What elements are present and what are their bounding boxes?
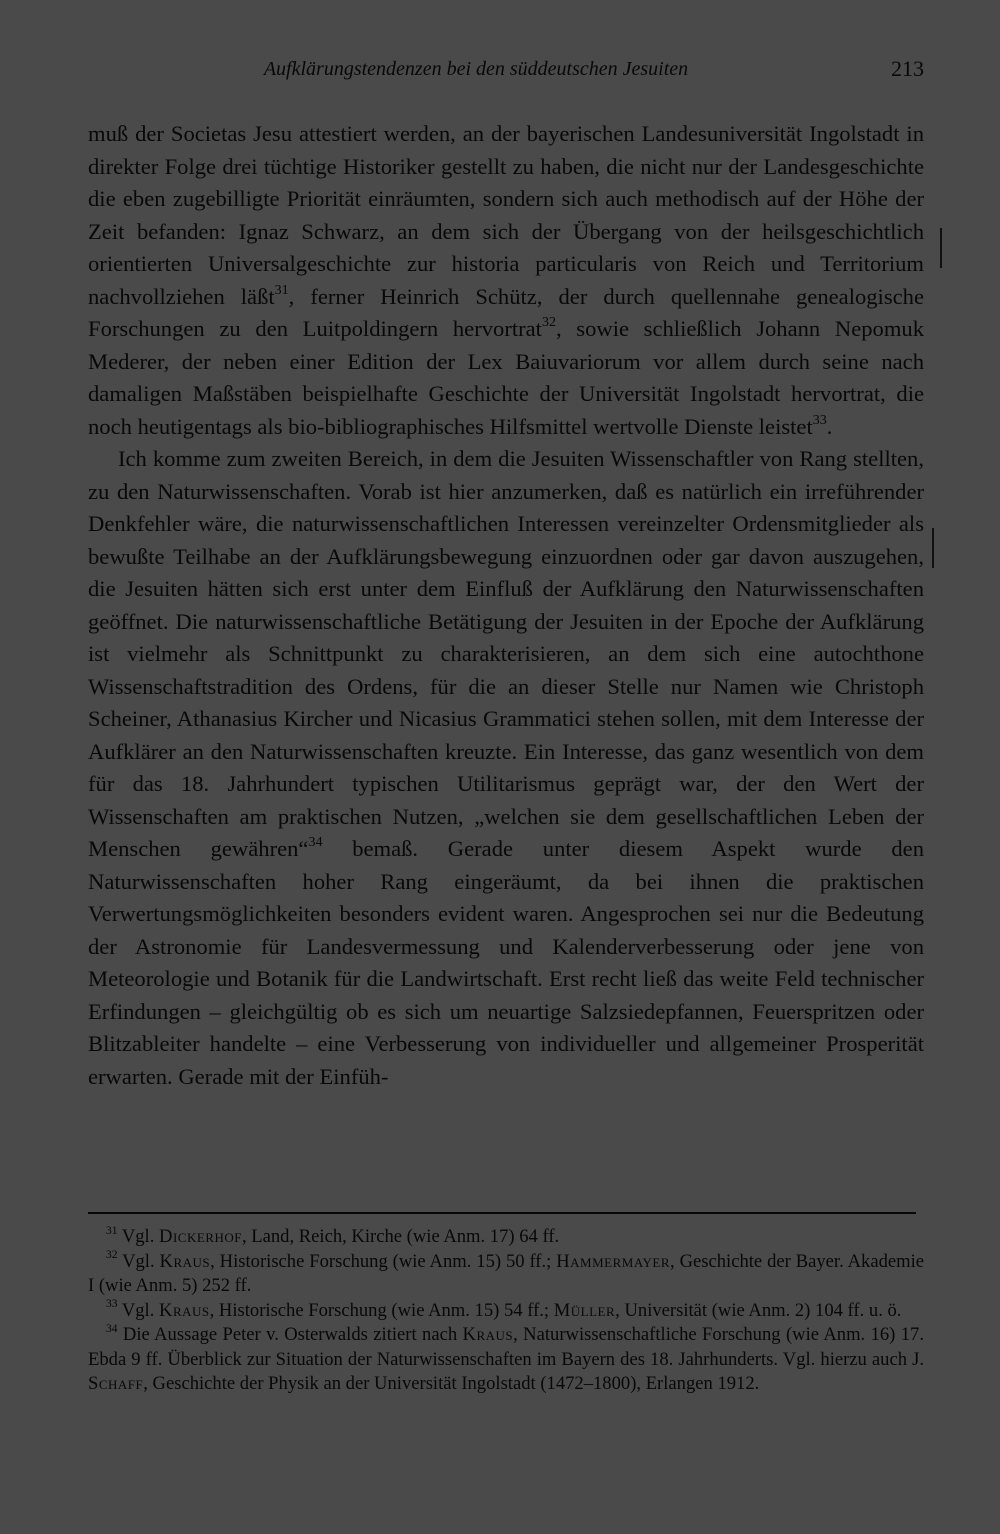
text-run: bemaß. Gerade unter diesem Aspekt wurde den Naturwissenschaften hoher Rang eingeräumt, da bei ihnen die praktischen Verwertungsmöglichkeiten besonders evident waren. Angesprochen sei nur die Bedeutung der Astronomie für Landesvermessung und Kalenderverbesserung oder jene von Meteorologie und Botanik für die Landwirtschaft. Erst recht ließ das weite Feld technischer Erfindungen – gleichgültig ob es sich um neuartige Salzsiedepfannen, Feuerspritzen oder Blitzableiter handelte – eine Verbesserung von individueller und allgemeiner Prosperität erwarten. Gerade mit der Einfüh- bbox=[88, 836, 924, 1089]
author-name: Müller bbox=[553, 1299, 616, 1321]
text-run: Ich komme zum zweiten Bereich, in dem die Jesuiten Wissenschaftler von Rang stellten, zu den Naturwissenschaften. Vorab ist hier anzumerken, daß es natürlich ein irreführender Denkfehler wäre, die naturwissenschaftlichen Interessen vereinzelter Ordensmitglieder als bewußte Teilhabe an der Aufklärungsbewegung einzuordnen oder gar davon auszugehen, die Jesuiten hätten sich erst unter dem Einfluß der Aufklärung den Naturwissenschaften geöffnet. Die naturwissenschaftliche Betätigung der Jesuiten in der Epoche der Aufklärung ist vielmehr als Schnittpunkt zu charakterisieren, an dem sich eine autochthone Wissenschaftstradition des Ordens, für die an dieser Stelle nur Namen wie Christoph Scheiner, Athanasius Kircher und Nicasius Grammatici stehen sollen, mit dem Interesse der Aufklärer an den Naturwissenschaften kreuzte. Ein Interesse, das ganz wesentlich von dem für das 18. Jahrhundert typischen Utilitarismus geprägt war, der den Wert der Wissenschaften am praktischen Nutzen, „welchen sie dem gesellschaftlichen Leben der Menschen gewähren“ bbox=[88, 446, 924, 861]
text-run: muß der Societas Jesu attestiert werden, an der bayerischen Landesuniversität Ingolstadt in direkter Folge drei tüchtige Historiker gestellt zu haben, die nicht nur der Landesgeschichte die eben zugebilligte Priorität einräumten, sondern sich auch methodisch auf der Höhe der Zeit befanden: Ignaz Schwarz, an dem sich der Übergang von der heilsgeschichtlich orientierten Universalgeschichte zur historia particularis von Reich und Territorium nachvollziehen läßt bbox=[88, 121, 924, 309]
paragraph-2 bbox=[88, 443, 924, 1093]
body-text bbox=[88, 118, 924, 1093]
page-header bbox=[88, 56, 924, 86]
page-number: 213 bbox=[891, 56, 924, 81]
footnote-text: , Universität (wie Anm. 2) 104 ff. u. ö. bbox=[615, 1299, 902, 1321]
text-run: . bbox=[826, 413, 833, 439]
footnote-text: , Historische Forschung (wie Anm. 15) 54 ff.; bbox=[209, 1299, 554, 1321]
margin-mark bbox=[940, 228, 942, 268]
running-title: Aufklärungstendenzen bei den süddeutschen Jesuiten bbox=[263, 58, 689, 80]
author-name: Hammermayer bbox=[556, 1250, 671, 1272]
footnote-number: 34 bbox=[106, 1322, 118, 1335]
text-run: , sowie schließlich Johann Nepomuk Mederer, der neben einer Edition der Lex Baiuvariorum vor allem durch seine nach damaligen Maßstäben beispielhafte Geschichte der Universität Ingolstadt hervortrat, die noch heutigentags als bio-bibliographisches Hilfsmittel wertvolle Dienste leistet bbox=[88, 316, 924, 439]
author-name: Kraus bbox=[159, 1299, 210, 1321]
paragraph-1 bbox=[88, 118, 924, 443]
footnote-text: Vgl. bbox=[122, 1250, 160, 1272]
footnote-34 bbox=[88, 1323, 924, 1397]
footnote-text: , Geschichte der Bayer. Akademie I (wie Anm. 5) 252 ff. bbox=[88, 1250, 924, 1296]
footnote-text: , Land, Reich, Kirche (wie Anm. 17) 64 ff. bbox=[241, 1226, 560, 1247]
footnotes bbox=[88, 1225, 924, 1397]
footnote-ref-34: 34 bbox=[308, 835, 323, 851]
footnote-number: 32 bbox=[106, 1249, 118, 1262]
footnote-text: , Historische Forschung (wie Anm. 15) 50 ff.; bbox=[210, 1250, 557, 1272]
footnote-text: Vgl. bbox=[121, 1226, 160, 1247]
author-name: Kraus bbox=[159, 1250, 211, 1272]
author-name: Kraus bbox=[462, 1324, 514, 1345]
footnote-ref-33: 33 bbox=[812, 412, 827, 428]
footnote-separator bbox=[88, 1212, 916, 1214]
footnote-ref-32: 32 bbox=[541, 315, 556, 331]
footnote-32 bbox=[88, 1250, 924, 1299]
footnote-number: 33 bbox=[106, 1298, 118, 1311]
text-run: , ferner Heinrich Schütz, der durch quellennahe genealogische Forschungen zu den Luitpoldingern hervortrat bbox=[88, 283, 924, 341]
footnote-text: , Naturwissenschaftliche Forschung (wie Anm. 16) 17. Ebda 9 ff. Überblick zur Situation der Naturwissenschaften im Bayern des 18. Jahrhunderts. Vgl. hierzu auch J. bbox=[88, 1324, 924, 1370]
footnote-31 bbox=[88, 1225, 924, 1250]
footnote-33 bbox=[88, 1299, 924, 1324]
footnote-text: , Geschichte der Physik an der Universität Ingolstadt (1472–1800), Erlangen 1912. bbox=[143, 1373, 760, 1394]
author-name: Schaff bbox=[88, 1373, 144, 1394]
footnote-ref-31: 31 bbox=[274, 282, 289, 298]
margin-mark bbox=[932, 528, 934, 568]
author-name: Dickerhof bbox=[159, 1226, 242, 1247]
footnote-text: Die Aussage Peter v. Osterwalds zitiert nach bbox=[122, 1324, 463, 1345]
footnote-number: 31 bbox=[106, 1224, 118, 1237]
footnote-text: Vgl. bbox=[121, 1299, 160, 1321]
